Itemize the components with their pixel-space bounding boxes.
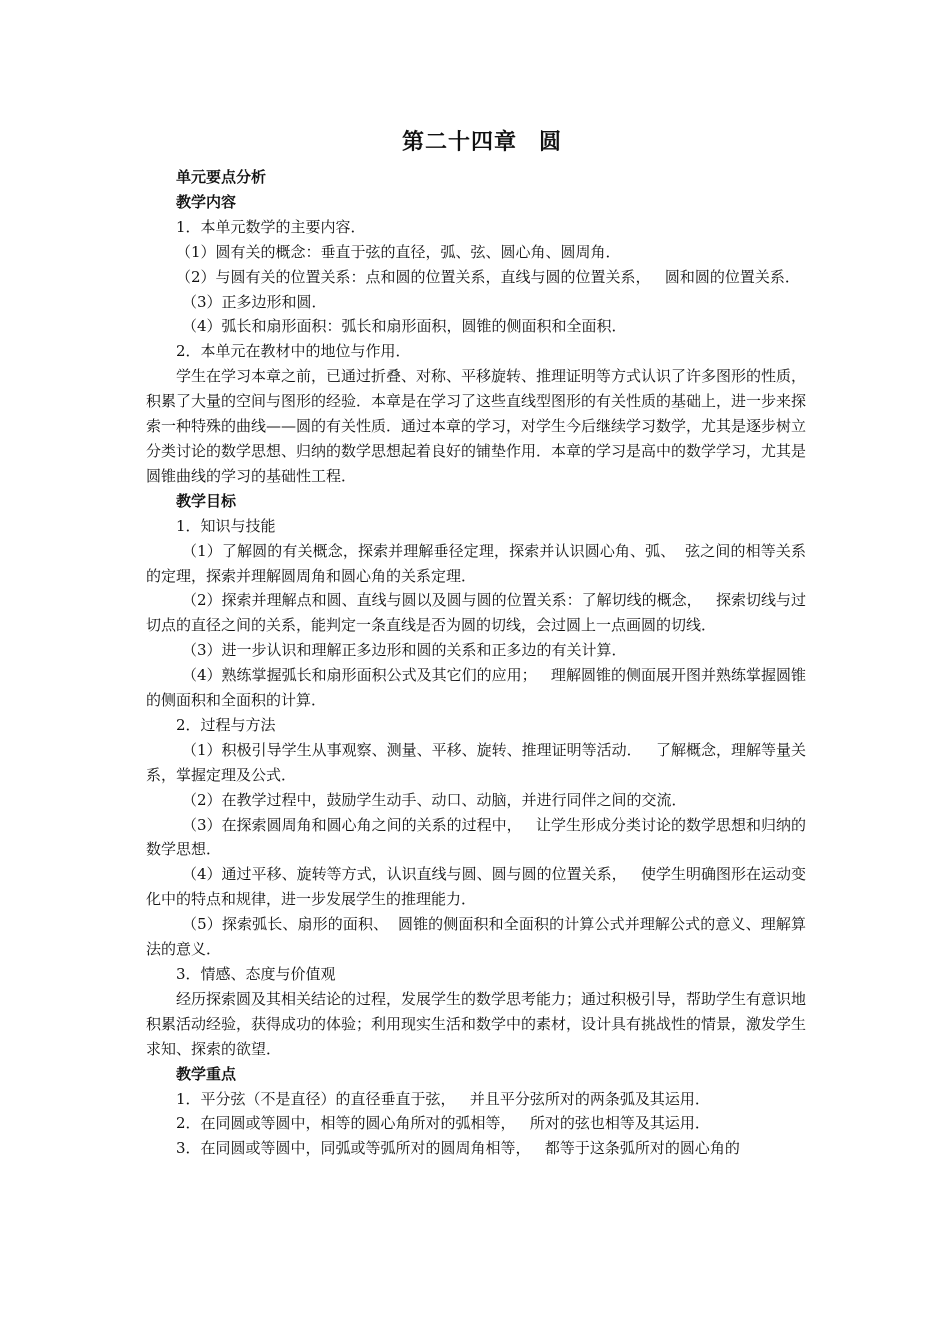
content-sub-3: （3）正多边形和圆． bbox=[182, 292, 327, 311]
goal-2-3: （3）在探索圆周角和圆心角之间的关系的过程中， 让学生形成分类讨论的数学思想和归纳的数学思想． bbox=[146, 815, 806, 859]
heading-teaching-content: 教学内容 bbox=[176, 192, 237, 211]
key-point-1: 1．平分弦（不是直径）的直径垂直于弦， 并且平分弦所对的两条弧及其运用． bbox=[176, 1089, 710, 1108]
heading-teaching-goals: 教学目标 bbox=[176, 491, 237, 510]
goal-2: 2．过程与方法 bbox=[176, 715, 276, 734]
heading-teaching-key-points: 教学重点 bbox=[176, 1064, 237, 1083]
goal-2-2: （2）在教学过程中，鼓励学生动手、动口、动脑，并进行同伴之间的交流． bbox=[182, 790, 687, 809]
chapter-title-text: 第二十四章 bbox=[401, 130, 517, 155]
goal-2-1: （1）积极引导学生从事观察、测量、平移、旋转、推理证明等活动． 了解概念，理解等量关系，掌握定理及公式． bbox=[146, 740, 806, 784]
goal-1-2: （2）探索并理解点和圆、直线与圆以及圆与圆的位置关系：了解切线的概念， 探索切线与过切点的直径之间的关系，能判定一条直线是否为圆的切线，会过圆上一点画圆的切线． bbox=[146, 591, 806, 635]
goal-1: 1．知识与技能 bbox=[176, 516, 276, 535]
document-page bbox=[146, 128, 806, 1161]
content-sub-1: （1）圆有关的概念：垂直于弦的直径，弧、弦、圆心角、圆周角． bbox=[176, 242, 621, 261]
goal-1-3: （3）进一步认识和理解正多边形和圆的关系和正多边的有关计算． bbox=[182, 641, 627, 660]
key-point-3: 3．在同圆或等圆中，同弧或等弧所对的圆周角相等， 都等于这条弧所对的圆心角的 bbox=[176, 1139, 740, 1158]
goal-2-5: （5）探索弧长、扇形的面积、 圆锥的侧面积和全面积的计算公式并理解公式的意义、理解算法的意义． bbox=[146, 915, 806, 959]
content-item-1: 1．本单元数学的主要内容． bbox=[176, 217, 366, 236]
goal-3-paragraph: 经历探索圆及其相关结论的过程，发展学生的数学思考能力；通过积极引导，帮助学生有意识地积累活动经验，获得成功的体验；利用现实生活和数学中的素材，设计具有挑战性的情景，激发学生求知、探索的欲望． bbox=[146, 989, 807, 1058]
content-item-2: 2．本单元在教材中的地位与作用． bbox=[176, 342, 411, 361]
content-sub-4: （4）弧长和扇形面积：弧长和扇形面积，圆锥的侧面积和全面积． bbox=[182, 317, 627, 336]
goal-1-1: （1）了解圆的有关概念，探索并理解垂径定理，探索并认识圆心角、弧、 弦之间的相等关系的定理，探索并理解圆周角和圆心角的关系定理． bbox=[146, 541, 806, 585]
content-paragraph: 学生在学习本章之前，已通过折叠、对称、平移旋转、推理证明等方式认识了许多图形的性质，积累了大量的空间与图形的经验．本章是在学习了这些直线型图形的有关性质的基础上，进一步来探索一种特殊的曲线——圆的有关性质．通过本章的学习，对学生今后继续学习数学，尤其是逐步树立分类讨论的数学思想、归纳的数学思想起着良好的铺垫作用．本章的学习是高中的数学学习，尤其是圆锥曲线的学习的基础性工程． bbox=[146, 367, 807, 485]
goal-2-4: （4）通过平移、旋转等方式，认识直线与圆、圆与圆的位置关系， 使学生明确图形在运动变化中的特点和规律，进一步发展学生的推理能力． bbox=[146, 865, 806, 909]
goal-1-4: （4）熟练掌握弧长和扇形面积公式及其它们的应用； 理解圆锥的侧面展开图并熟练掌握圆锥的侧面积和全面积的计算． bbox=[146, 666, 806, 710]
section-heading-analysis: 单元要点分析 bbox=[176, 168, 267, 186]
chapter-title bbox=[146, 128, 806, 165]
chapter-title-subject: 圆 bbox=[539, 130, 563, 155]
goal-3: 3．情感、态度与价值观 bbox=[176, 965, 336, 983]
content-sub-2: （2）与圆有关的位置关系：点和圆的位置关系，直线与圆的位置关系， 圆和圆的位置关系． bbox=[176, 267, 800, 286]
key-point-2: 2．在同圆或等圆中，相等的圆心角所对的弧相等， 所对的弦也相等及其运用． bbox=[176, 1114, 710, 1133]
